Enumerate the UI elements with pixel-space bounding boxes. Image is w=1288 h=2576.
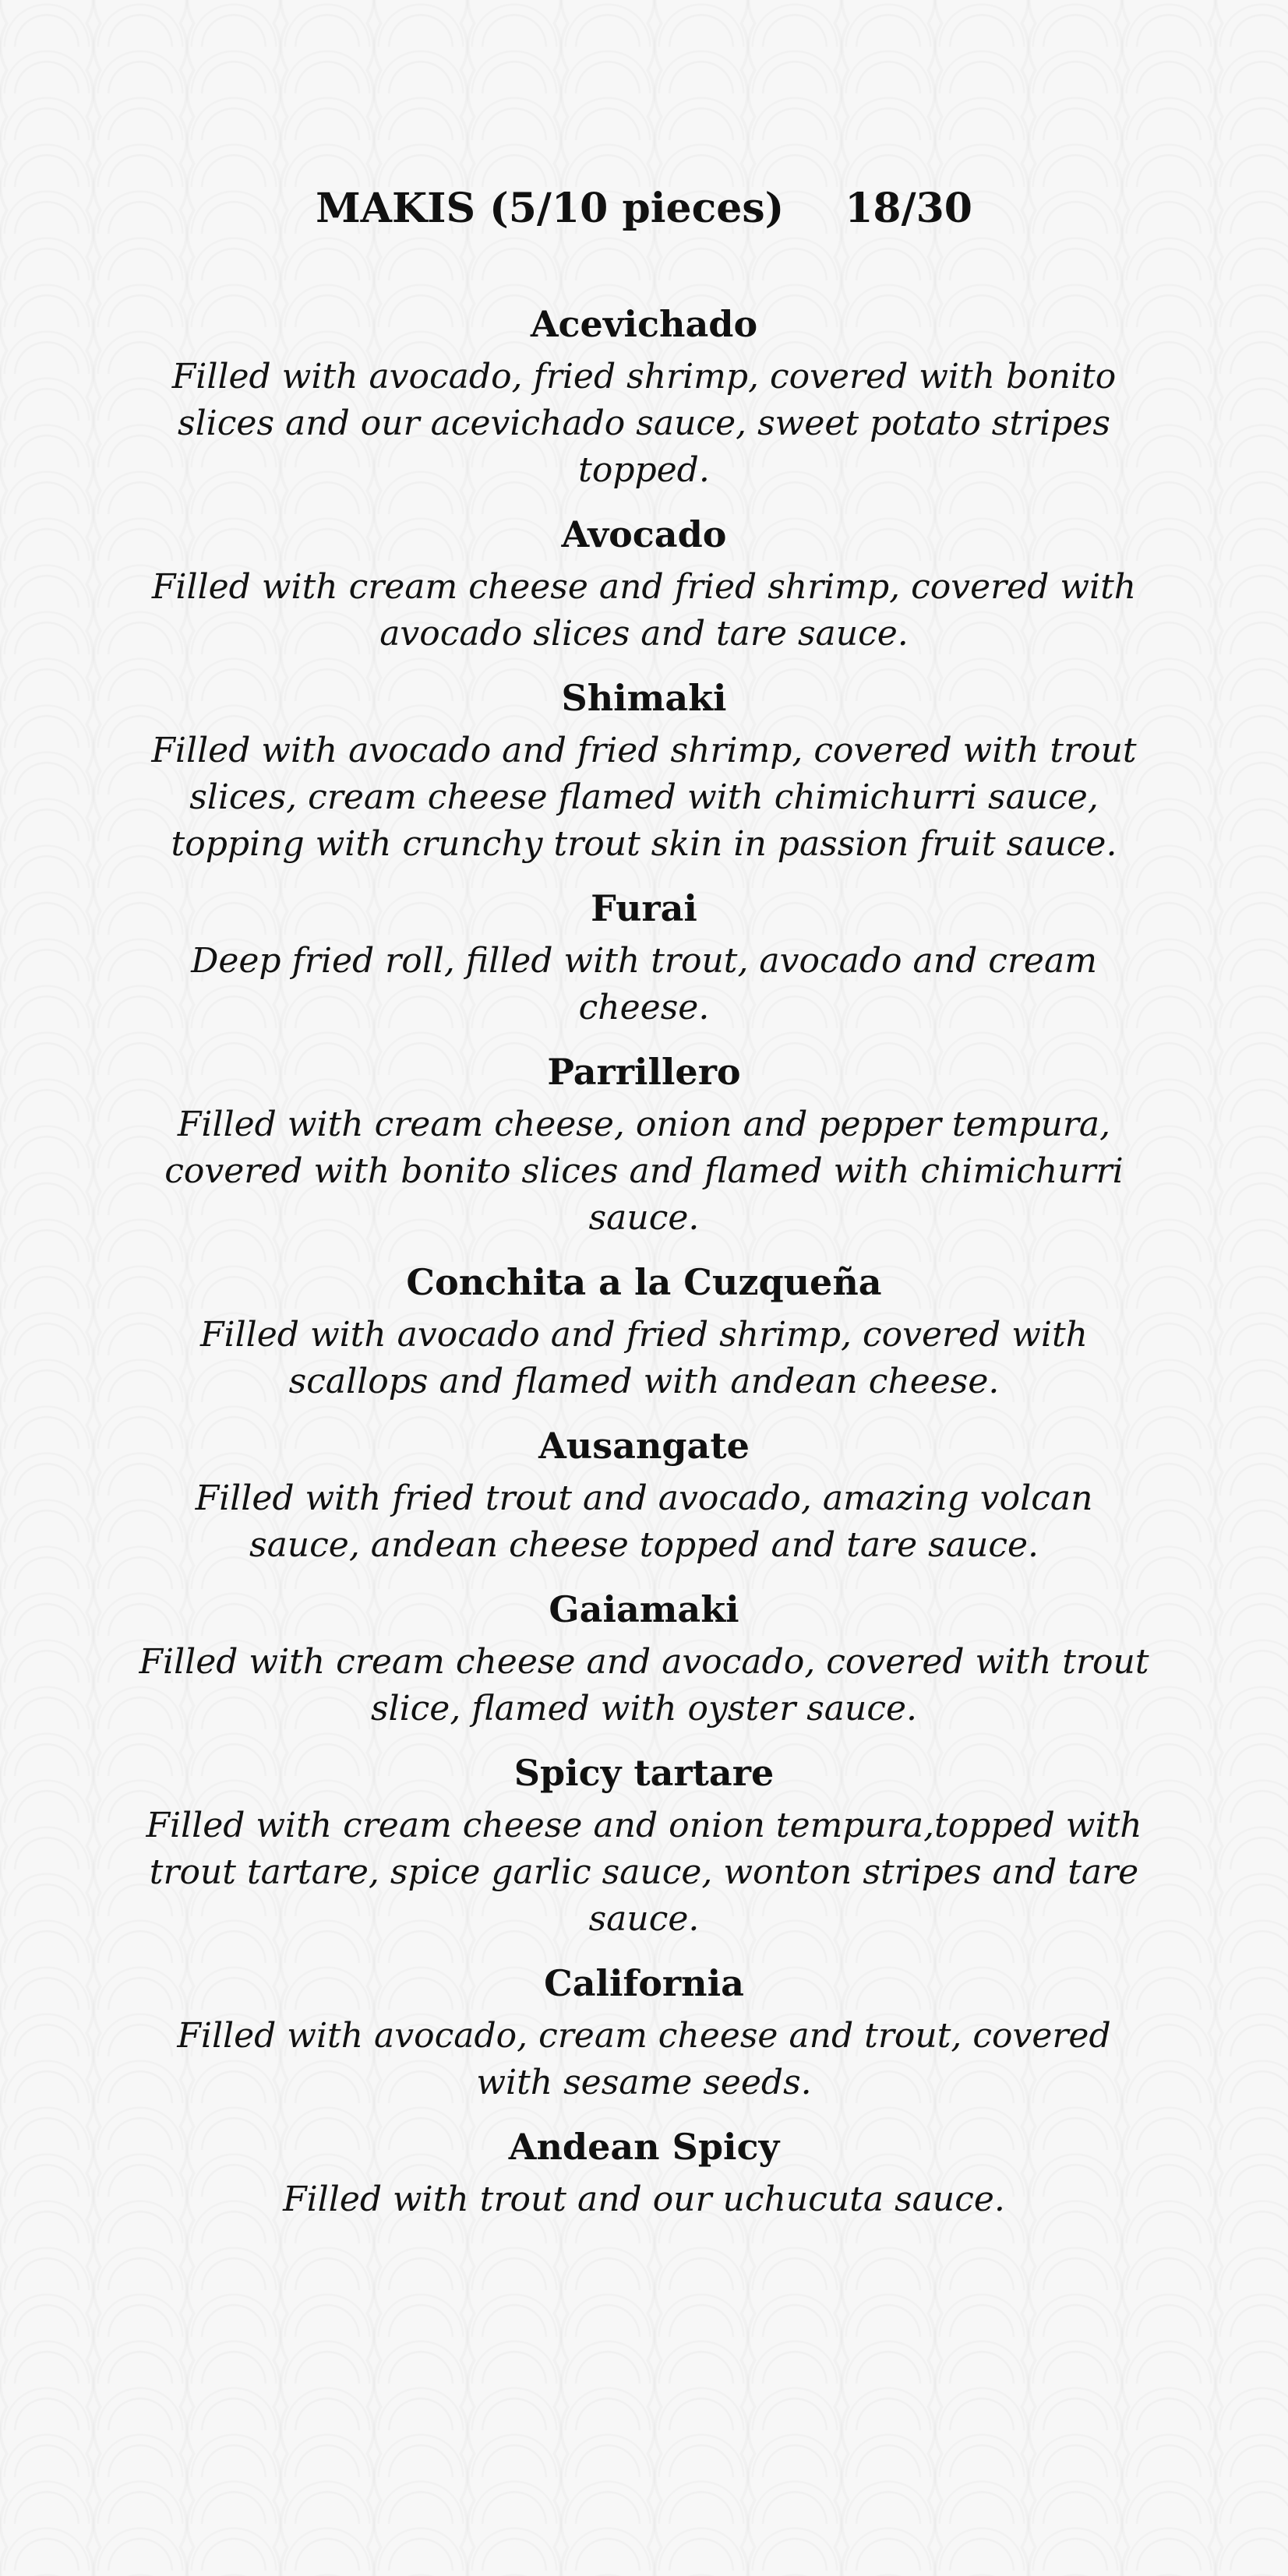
menu-item [125, 508, 1163, 657]
menu-item-name: Acevichado [530, 303, 758, 345]
menu-item-name: Shimaki [561, 677, 727, 719]
menu-item-name: Parrillero [547, 1051, 741, 1093]
section-price: 18/30 [845, 185, 972, 232]
menu-item-description: Deep fried roll, filled with trout, avocado and cream cheese. [191, 941, 1097, 1027]
menu-item-description: Filled with avocado and fried shrimp, covered with trout slices, cream cheese flamed with chimichurri sauce, topping with crunchy trout skin in passion fruit sauce. [151, 731, 1137, 864]
section-title: MAKIS (5/10 pieces) [316, 185, 785, 232]
menu-item-name: Furai [591, 887, 697, 929]
menu-item [125, 1419, 1163, 1569]
menu-item [125, 1583, 1163, 1732]
menu-item [125, 2120, 1163, 2223]
menu-item-description: Filled with avocado, fried shrimp, covered with bonito slices and our acevichado sauce, sweet potato stripes topped. [171, 357, 1117, 490]
menu-item [125, 1746, 1163, 1943]
menu-item-name: Ausangate [538, 1425, 750, 1467]
menu-item-name: Gaiamaki [549, 1588, 739, 1630]
menu-item-description: Filled with trout and our uchucuta sauce. [283, 2180, 1005, 2219]
menu-item [125, 1045, 1163, 1242]
menu-item [125, 298, 1163, 494]
menu-item-description: Filled with cream cheese and avocado, covered with trout slice, flamed with oyster sauce. [139, 1642, 1149, 1728]
menu-item [125, 1256, 1163, 1405]
menu-item-name: Andean Spicy [508, 2126, 780, 2168]
menu-item-description: Filled with cream cheese, onion and pepper tempura, covered with bonito slices and flamed with chimichurri sauce. [164, 1105, 1124, 1238]
menu-items-list [125, 298, 1163, 2223]
menu-item-description: Filled with cream cheese and onion tempura,topped with trout tartare, spice garlic sauce, wonton stripes and tare sauce. [146, 1806, 1142, 1939]
menu-item-description: Filled with fried trout and avocado, amazing volcan sauce, andean cheese topped and tare sauce. [195, 1478, 1093, 1565]
menu-item [125, 1957, 1163, 2106]
menu-item-name: California [544, 1962, 744, 2004]
menu-item-name: Avocado [561, 513, 727, 555]
menu-item [125, 882, 1163, 1031]
menu-item-description: Filled with cream cheese and fried shrimp, covered with avocado slices and tare sauce. [151, 567, 1137, 654]
menu-item-name: Conchita a la Cuzqueña [406, 1261, 882, 1303]
menu-item [125, 671, 1163, 868]
menu-item-description: Filled with avocado, cream cheese and trout, covered with sesame seeds. [177, 2016, 1111, 2102]
section-header [0, 178, 1288, 240]
menu-item-description: Filled with avocado and fried shrimp, covered with scallops and flamed with andean cheese. [200, 1315, 1088, 1401]
menu-item-name: Spicy tartare [513, 1752, 775, 1794]
